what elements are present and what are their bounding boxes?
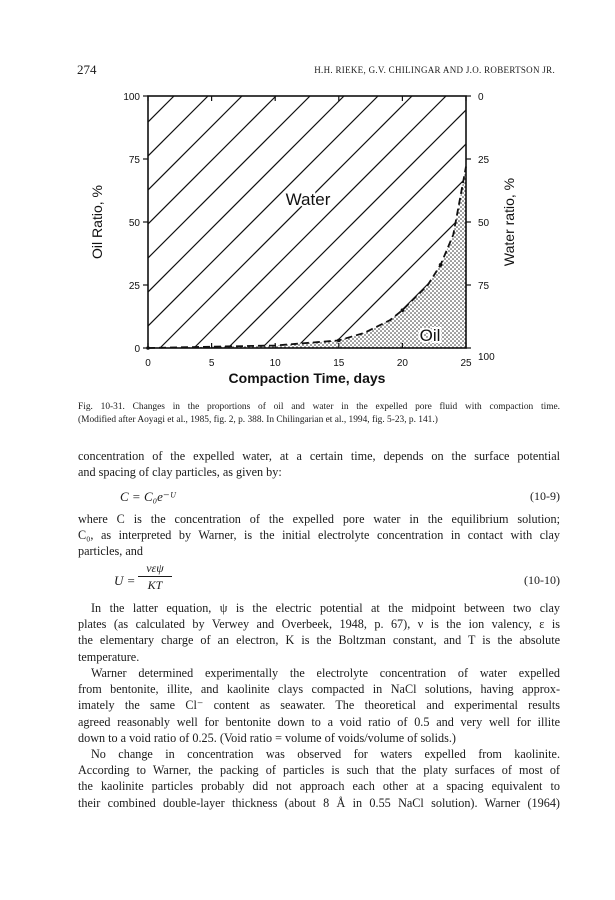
text-line: Warner determined experimentally the electrolyte concentration of water expelled: [91, 666, 560, 680]
x-tick-label: 0: [145, 358, 151, 369]
text-line: concentration of the expelled water, at a certain time, depends on the surface potential: [78, 449, 560, 463]
equation-lhs: U =: [114, 573, 136, 588]
fraction-denominator: KT: [147, 578, 163, 592]
text-line: where C is the concentration of the expelled pore water in the equilibrium solution;: [78, 512, 560, 526]
text-line: No change in concentration was observed for waters expelled from kaolinite.: [91, 747, 560, 761]
figure-chart: [78, 84, 548, 396]
y2-axis-label: Water ratio, %: [501, 177, 517, 267]
hatch-line: [262, 96, 514, 348]
x-tick-label: 5: [208, 358, 215, 369]
hatch-line: [78, 96, 276, 348]
text-line: agreed reasonably well for bentonite down to a void ratio of 0.5 and very well for illite: [78, 714, 560, 729]
text-line: According to Warner, the packing of particles is such that the platy surfaces of most of: [78, 763, 560, 778]
running-head: H.H. RIEKE, G.V. CHILINGAR AND J.O. ROBERTSON JR.: [314, 65, 555, 75]
oil-label: Oil: [419, 326, 441, 345]
x-axis-label: Compaction Time, days: [228, 370, 386, 386]
paragraph-5: [78, 746, 560, 811]
data-point: [337, 339, 341, 343]
equation-number: (10-9): [530, 489, 560, 503]
data-point: [401, 308, 405, 312]
hatch-line: [126, 96, 378, 348]
text-line: particles, and: [78, 544, 143, 559]
y-tick-label: 0: [134, 344, 140, 355]
y2-tick-label: 50: [478, 218, 490, 229]
caption-line: Fig. 10-31. Changes in the proportions of oil and water in the expelled pore fluid with compaction time.: [78, 402, 560, 412]
hatch-line: [160, 96, 412, 348]
paragraph-2: [78, 511, 560, 560]
equation-number: (10-10): [524, 573, 560, 587]
figure-caption: [78, 401, 560, 427]
equation-fraction: [138, 561, 172, 592]
y-axis-label: Oil Ratio, %: [89, 185, 105, 259]
data-point: [439, 263, 443, 267]
paragraph-1: [78, 448, 560, 480]
page-number: 274: [77, 62, 97, 77]
hatch-line: [78, 96, 310, 348]
text-line: the kaolinite particles probably did not approach each other at a spacing equivalent to: [78, 779, 560, 794]
paragraph-3: [78, 600, 560, 665]
y2-tick-label: 0: [478, 92, 484, 103]
paragraph-4: [78, 665, 560, 746]
text-line: the elementary charge of an electron, K is the Boltzman constant, and T is the absolute: [78, 633, 560, 648]
x-tick-label: 15: [333, 358, 345, 369]
text-line: C₀, as interpreted by Warner, is the initial electrolyte concentration in contact with clay: [78, 528, 560, 543]
x-tick-label: 20: [396, 358, 408, 369]
y2-tick-label: 75: [478, 281, 490, 292]
y-tick-label: 25: [128, 281, 140, 292]
text-line: from bentonite, illite, and kaolinite clays compacted in NaCl solutions, having approx-: [78, 682, 560, 697]
text-line: In the latter equation, ψ is the electric potential at the midpoint between two clay: [91, 601, 560, 615]
x-tick-label: 25: [460, 358, 472, 369]
text-line: down to a void ratio of 0.25. (Void ratio = volume of voids/volume of solids.): [78, 730, 456, 745]
water-label: Water: [285, 190, 331, 209]
text-line: plates (as calculated by Verwey and Overbeek, 1948, p. 67), ν is the ion valency, ε is: [78, 617, 560, 632]
fraction-numerator: νεψ: [138, 561, 172, 577]
text-line: imately the same Cl⁻ content as seawater. The theoretical and experimental results: [78, 698, 560, 713]
text-line: and spacing of clay particles, as given by:: [78, 465, 282, 480]
text-line: temperature.: [78, 649, 140, 664]
text-line: their combined double-layer thickness (about 8 Å in 0.55 NaCl solution). Warner (1964): [78, 795, 560, 810]
equation-expression: C = C₀e⁻ᵁ: [120, 489, 177, 504]
x-tick-label: 10: [269, 358, 281, 369]
y-tick-label: 100: [123, 92, 140, 103]
y-tick-label: 50: [128, 218, 140, 229]
y2-tick-label: 100: [478, 352, 495, 363]
y2-tick-label: 25: [478, 155, 490, 166]
caption-line: (Modified after Aoyagi et al., 1985, fig. 2, p. 388. In Chilingarian et al., 1994, fig. 5-23, p. 141.): [78, 415, 438, 425]
y-tick-label: 75: [128, 155, 140, 166]
